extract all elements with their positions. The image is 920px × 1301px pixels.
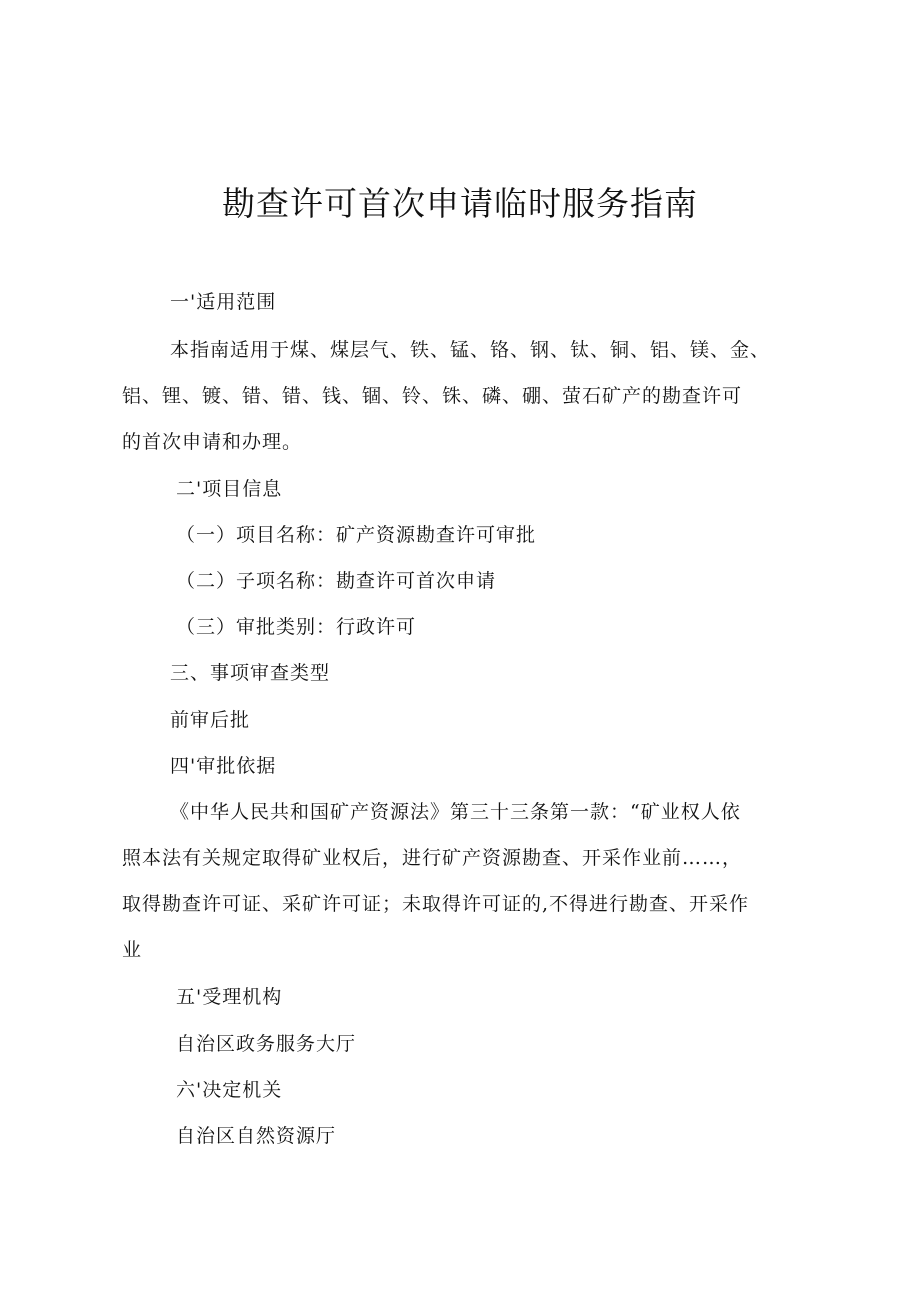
- section-heading-accepting-agency: 五'受理机构: [176, 986, 283, 1008]
- document-title: 勘查许可首次申请临时服务指南: [222, 184, 698, 223]
- paragraph-line: 本指南适用于煤、煤层气、铁、锰、铬、钢、钛、铜、铝、镁、金、: [170, 339, 771, 361]
- approval-category-line: （三）审批类别：行政许可: [176, 616, 417, 638]
- paragraph-line: 业: [122, 939, 143, 961]
- paragraph-line: 的首次申请和办理。: [122, 431, 303, 453]
- paragraph-line: 取得勘查许可证、采矿许可证；未取得许可证的,不得进行勘查、开采作: [122, 893, 750, 915]
- deciding-authority-text: 自治区自然资源厅: [176, 1125, 337, 1147]
- section-heading-deciding-authority: 六'决定机关: [176, 1079, 283, 1101]
- section-heading-legal-basis: 四'审批依据: [170, 755, 277, 777]
- paragraph-line: 照本法有关规定取得矿业权后，进行矿产资源勘查、开采作业前……，: [122, 847, 743, 869]
- paragraph-line: 铝、锂、镀、错、错、钱、锢、铃、铢、磷、硼、萤石矿产的勘查许可: [122, 385, 743, 407]
- section-heading-project-info: 二'项目信息: [176, 478, 283, 500]
- section-heading-scope: 一'适用范围: [170, 291, 277, 313]
- section-heading-review-type: 三、事项审查类型: [170, 662, 331, 684]
- paragraph-line: 《中华人民共和国矿产资源法》第三十三条第一款：“矿业权人依: [170, 801, 741, 823]
- paragraph-legal-basis: [122, 798, 812, 982]
- review-type-text: 前审后批: [170, 709, 251, 731]
- paragraph-scope: [122, 336, 812, 474]
- project-name-line: （一）项目名称：矿产资源勘查许可审批: [176, 524, 537, 546]
- accepting-agency-text: 自治区政务服务大厅: [176, 1033, 357, 1055]
- subitem-name-line: （二）子项名称：勘查许可首次申请: [176, 570, 497, 592]
